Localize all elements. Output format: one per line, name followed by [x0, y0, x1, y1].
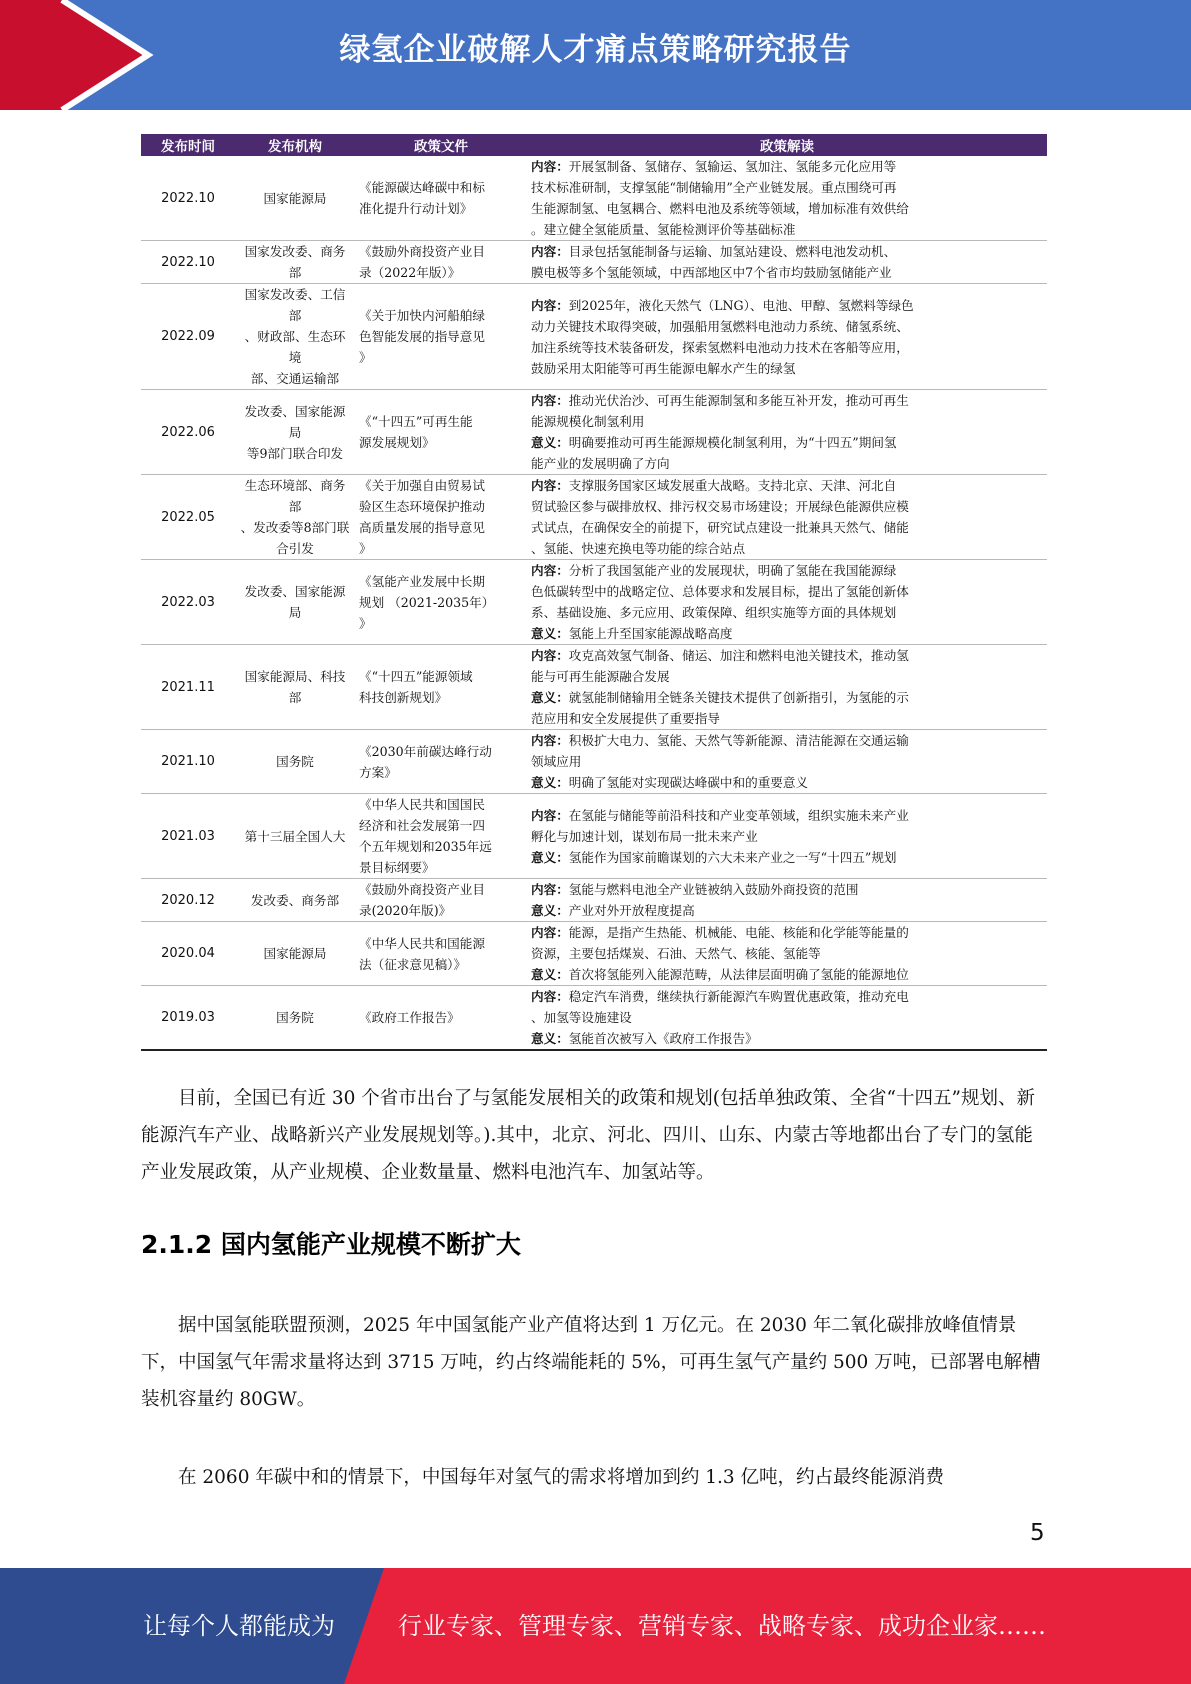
- doc-line: 《中华人民共和国能源: [359, 935, 485, 951]
- org-line: 第十三届全国人大: [244, 828, 346, 844]
- content-line: [531, 358, 1043, 379]
- cell-content: [527, 645, 1047, 730]
- content-line: [531, 390, 1043, 411]
- column-header-date: 发布时间: [141, 134, 235, 156]
- doc-line: 色智能发展的指导意见: [359, 329, 485, 344]
- content-label: 意义：: [531, 967, 569, 982]
- content-label: 内容：: [531, 478, 569, 493]
- doc-line: 《关于加强自由贸易试: [359, 478, 485, 493]
- content-line: [531, 751, 1043, 772]
- content-line: [531, 475, 1043, 496]
- content-line: [531, 602, 1043, 623]
- content-text: 明确了氢能对实现碳达峰碳中和的重要意义: [568, 775, 809, 790]
- doc-line: 《关于加快内河船舶绿: [359, 308, 485, 323]
- content-line: [531, 922, 1043, 943]
- cell-org: [235, 922, 355, 986]
- content-text: 分析了我国氢能产业的发展现状，明确了氢能在我国能源绿: [568, 563, 897, 578]
- cell-date: 2021.10: [141, 730, 235, 794]
- content-line: [531, 581, 1043, 602]
- doc-line: 高质量发展的指导意见: [359, 520, 485, 535]
- content-line: [531, 337, 1043, 358]
- content-line: [531, 900, 1043, 921]
- content-line: [531, 453, 1043, 474]
- org-line: 国务院: [276, 754, 314, 769]
- cell-doc: [355, 986, 527, 1051]
- cell-org: [235, 879, 355, 922]
- content-label: 内容：: [531, 159, 569, 174]
- content-text: 加注系统等技术装备研发，探索氢燃料电池动力技术在客船等应用，: [531, 339, 909, 355]
- table-row: [141, 284, 1047, 390]
- paragraph-provincial-policies: 目前，全国已有近 30 个省市出台了与氢能发展相关的政策和规划(包括单独政策、全省“十四五”规划、新能源汽车产业、战略新兴产业发展规划等。).其中，北京、河北、四川、山东、内蒙古等地都出台了专门的氢能产业发展政策，从产业规模、企业数量量、燃料电池汽车、加氢站等。: [141, 1088, 1035, 1183]
- table-row: [141, 879, 1047, 922]
- cell-org: [235, 794, 355, 879]
- cell-date: 2022.05: [141, 475, 235, 560]
- content-line: [531, 645, 1043, 666]
- content-line: [531, 623, 1043, 644]
- content-text: 技术标准研制，支撑氢能“制储输用”全产业链发展。重点围绕可再: [531, 180, 897, 195]
- table-header-row: [141, 134, 1047, 156]
- cell-doc: [355, 284, 527, 390]
- report-title: 绿氢企业破解人才痛点策略研究报告: [339, 32, 852, 68]
- cell-org: [235, 241, 355, 284]
- content-text: 明确要推动可再生能源规模化制氢利用，为“十四五”期间氢: [568, 435, 897, 450]
- org-line: 国家能源局、科技部: [244, 669, 346, 705]
- content-label: 内容：: [531, 393, 569, 408]
- content-text: 系、基础设施、多元应用、政策保障、组织实施等方面的具体规划: [531, 605, 897, 620]
- doc-line: 《2030年前碳达峰行动: [359, 743, 492, 759]
- content-line: [531, 156, 1043, 177]
- content-text: 氢能首次被写入《政府工作报告》: [568, 1031, 758, 1046]
- org-line: 发改委、国家能源局: [244, 403, 346, 440]
- content-label: 内容：: [531, 733, 569, 748]
- content-text: 氢能上升至国家能源战略高度: [568, 626, 733, 641]
- content-label: 内容：: [531, 297, 569, 313]
- content-text: 产业对外开放程度提高: [568, 903, 695, 918]
- content-text: 鼓励采用太阳能等可再生能源电解水产生的绿氢: [531, 360, 796, 376]
- content-line: [531, 1028, 1043, 1049]
- doc-line: 《氢能产业发展中长期: [359, 573, 485, 589]
- cell-content: [527, 475, 1047, 560]
- table-row: [141, 794, 1047, 879]
- content-label: 意义：: [531, 626, 569, 641]
- footer-slogan-left: 让每个人都能成为: [143, 1612, 335, 1640]
- cell-content: [527, 794, 1047, 879]
- cell-content: [527, 730, 1047, 794]
- content-text: 能与可再生能源融合发展: [531, 669, 670, 684]
- content-text: 贸试验区参与碳排放权、排污权交易市场建设；开展绿色能源供应模: [531, 499, 909, 514]
- content-line: [531, 1007, 1043, 1028]
- cell-content: [527, 241, 1047, 284]
- doc-line: 准化提升行动计划》: [359, 201, 473, 216]
- content-text: 膜电极等多个氢能领域，中西部地区中7个省市均鼓励氢储能产业: [531, 265, 892, 280]
- org-line: 国务院: [276, 1010, 314, 1025]
- doc-line: 《能源碳达峰碳中和标: [359, 180, 485, 195]
- doc-line: 《中华人民共和国国民: [359, 797, 485, 812]
- content-text: 就氢能制储输用全链条关键技术提供了创新指引，为氢能的示: [568, 690, 909, 705]
- table-row: [141, 475, 1047, 560]
- cell-doc: [355, 730, 527, 794]
- content-text: 推动光伏治沙、可再生能源制氢和多能互补开发，推动可再生: [568, 393, 909, 408]
- footer-slogan-right: 行业专家、管理专家、营销专家、战略专家、成功企业家……: [398, 1612, 1046, 1640]
- content-line: [531, 411, 1043, 432]
- cell-org: [235, 730, 355, 794]
- content-text: 到2025年，液化天然气（LNG）、电池、甲醇、氢燃料等绿色: [568, 297, 914, 313]
- cell-content: [527, 922, 1047, 986]
- content-text: 在氢能与储能等前沿科技和产业变革领域，组织实施未来产业: [568, 807, 909, 823]
- doc-line: 《鼓励外商投资产业目: [359, 244, 485, 259]
- content-line: [531, 708, 1043, 729]
- content-line: [531, 538, 1043, 559]
- content-line: [531, 772, 1043, 793]
- doc-line: 科技创新规划》: [359, 690, 448, 705]
- cell-org: [235, 390, 355, 475]
- content-label: 内容：: [531, 989, 569, 1004]
- doc-line: 《鼓励外商投资产业目: [359, 882, 485, 897]
- content-line: [531, 986, 1043, 1007]
- doc-line: 《“十四五”可再生能: [359, 414, 473, 429]
- content-text: 、氢能、快速充换电等功能的综合站点: [531, 541, 746, 556]
- content-text: 生能源制氢、电氢耦合、燃料电池及系统等领域，增加标准有效供给: [531, 201, 909, 216]
- content-text: 支撑服务国家区域发展重大战略。支持北京、天津、河北自: [568, 478, 897, 493]
- cell-date: 2020.12: [141, 879, 235, 922]
- table-row: [141, 560, 1047, 645]
- cell-date: 2021.03: [141, 794, 235, 879]
- content-label: 内容：: [531, 563, 569, 578]
- cell-content: [527, 156, 1047, 241]
- content-line: [531, 730, 1043, 751]
- content-label: 内容：: [531, 807, 569, 823]
- table-row: [141, 156, 1047, 241]
- paragraph-industry-forecast: 据中国氢能联盟预测，2025 年中国氢能产业产值将达到 1 万亿元。在 2030 年二氧化碳排放峰值情景下，中国氢气年需求量将达到 3715 万吨，约占终端能耗的 5%，可再生氢气产量约 500 万吨，已部署电解槽装机容量约 80GW。: [141, 1315, 1041, 1410]
- doc-line: 录（2022年版）》: [359, 265, 461, 280]
- content-label: 内容：: [531, 648, 569, 663]
- content-text: 。建立健全氢能质量、氢能检测评价等基础标准: [531, 222, 796, 237]
- content-line: [531, 198, 1043, 219]
- cell-date: 2019.03: [141, 986, 235, 1051]
- content-text: 、加氢等设施建设: [531, 1010, 632, 1025]
- table-row: [141, 241, 1047, 284]
- content-line: [531, 964, 1043, 985]
- cell-content: [527, 879, 1047, 922]
- cell-date: 2022.10: [141, 241, 235, 284]
- content-line: [531, 560, 1043, 581]
- content-line: [531, 517, 1043, 538]
- content-text: 色低碳转型中的战略定位、总体要求和发展目标，提出了氢能创新体: [531, 584, 909, 599]
- doc-line: 《政府工作报告》: [359, 1010, 460, 1025]
- cell-doc: [355, 922, 527, 986]
- content-line: [531, 262, 1043, 283]
- content-line: [531, 847, 1043, 868]
- cell-doc: [355, 879, 527, 922]
- cell-doc: [355, 475, 527, 560]
- doc-line: 法（征求意见稿）》: [359, 956, 467, 972]
- org-line: 部、交通运输部: [250, 371, 340, 386]
- org-line: 国家发改委、工信部: [244, 287, 346, 323]
- content-line: [531, 826, 1043, 847]
- content-text: 首次将氢能列入能源范畴，从法律层面明确了氢能的能源地位: [568, 967, 909, 982]
- cell-content: [527, 284, 1047, 390]
- content-label: 意义：: [531, 849, 569, 865]
- cell-org: [235, 475, 355, 560]
- doc-line: 验区生态环境保护推动: [359, 499, 485, 514]
- content-text: 能产业的发展明确了方向: [531, 456, 670, 471]
- doc-line: 规划 （2021-2035年）: [359, 594, 495, 610]
- page-number: 5: [1030, 1520, 1045, 1546]
- content-line: [531, 177, 1043, 198]
- content-line: [531, 496, 1043, 517]
- doc-line: 源发展规划》: [359, 435, 435, 450]
- doc-line: 景目标纲要》: [359, 860, 435, 875]
- content-label: 内容：: [531, 244, 569, 259]
- content-label: 意义：: [531, 690, 569, 705]
- page-header: [0, 0, 1191, 110]
- org-line: 、财政部、生态环境: [244, 329, 346, 365]
- doc-line: 个五年规划和2035年远: [359, 839, 492, 854]
- content-text: 稳定汽车消费，继续执行新能源汽车购置优惠政策，推动充电: [568, 989, 909, 1004]
- content-line: [531, 316, 1043, 337]
- cell-org: [235, 645, 355, 730]
- content-text: 能源规模化制氢利用: [531, 414, 645, 429]
- content-label: 内容：: [531, 925, 569, 940]
- content-text: 能源，是指产生热能、机械能、电能、核能和化学能等能量的: [568, 925, 909, 940]
- cell-date: 2022.09: [141, 284, 235, 390]
- table-row: [141, 986, 1047, 1051]
- org-line: 生态环境部、商务部: [244, 478, 346, 514]
- column-header-content: 政策解读: [527, 134, 1047, 156]
- cell-doc: [355, 390, 527, 475]
- content-text: 范应用和安全发展提供了重要指导: [531, 711, 720, 726]
- content-line: [531, 943, 1043, 964]
- content-label: 意义：: [531, 775, 569, 790]
- content-label: 意义：: [531, 435, 569, 450]
- paragraph-carbon-neutral: 在 2060 年碳中和的情景下，中国每年对氢气的需求将增加到约 1.3 亿吨，约占最终能源消费: [178, 1467, 945, 1488]
- content-label: 内容：: [531, 882, 569, 897]
- content-line: [531, 219, 1043, 240]
- cell-doc: [355, 560, 527, 645]
- doc-line: 方案》: [359, 764, 397, 780]
- content-text: 式试点，在确保安全的前提下，研究试点建设一批兼具天然气、储能: [531, 520, 909, 535]
- section-heading: 2.1.2 国内氢能产业规模不断扩大: [141, 1230, 521, 1259]
- page-footer: [0, 1568, 1191, 1684]
- doc-line: 《“十四五”能源领域: [359, 669, 473, 684]
- table-body: [141, 156, 1047, 1050]
- org-line: 发改委、商务部: [250, 892, 340, 908]
- doc-line: 录(2020年版)》: [359, 903, 452, 918]
- cell-date: 2021.11: [141, 645, 235, 730]
- table-row: [141, 730, 1047, 794]
- cell-content: [527, 986, 1047, 1051]
- content-text: 氢能作为国家前瞻谋划的六大未来产业之一写“十四五”规划: [568, 849, 897, 865]
- column-header-org: 发布机构: [235, 134, 355, 156]
- doc-line: 》: [359, 350, 372, 365]
- org-line: 国家能源局: [263, 190, 327, 206]
- org-line: 、发改委等8部门联: [240, 520, 350, 535]
- content-text: 氢能与燃料电池全产业链被纳入鼓励外商投资的范围: [568, 882, 859, 897]
- content-text: 积极扩大电力、氢能、天然气等新能源、清洁能源在交通运输: [568, 733, 909, 748]
- org-line: 合引发: [276, 541, 314, 556]
- doc-line: 》: [359, 541, 372, 556]
- content-line: [531, 805, 1043, 826]
- content-text: 动力关键技术取得突破，加强船用氢燃料电池动力系统、储氢系统、: [531, 318, 909, 334]
- table-row: [141, 390, 1047, 475]
- cell-org: [235, 986, 355, 1051]
- cell-org: [235, 156, 355, 241]
- doc-line: 》: [359, 615, 372, 631]
- content-label: 意义：: [531, 903, 569, 918]
- cell-date: 2022.03: [141, 560, 235, 645]
- table-row: [141, 922, 1047, 986]
- cell-date: 2022.10: [141, 156, 235, 241]
- org-line: 等9部门联合印发: [246, 445, 344, 461]
- cell-doc: [355, 241, 527, 284]
- cell-doc: [355, 156, 527, 241]
- cell-doc: [355, 645, 527, 730]
- org-line: 发改委、国家能源局: [244, 584, 346, 620]
- cell-content: [527, 560, 1047, 645]
- content-line: [531, 666, 1043, 687]
- doc-line: 经济和社会发展第一四: [359, 818, 485, 833]
- org-line: 国家发改委、商务部: [244, 244, 346, 280]
- content-line: [531, 879, 1043, 900]
- content-line: [531, 295, 1043, 316]
- content-text: 孵化与加速计划，谋划布局一批未来产业: [531, 828, 758, 844]
- content-text: 目录包括氢能制备与运输、加氢站建设、燃料电池发动机、: [568, 244, 897, 259]
- table-row: [141, 645, 1047, 730]
- content-text: 攻克高效氢气制备、储运、加注和燃料电池关键技术，推动氢: [568, 648, 909, 663]
- cell-doc: [355, 794, 527, 879]
- content-line: [531, 432, 1043, 453]
- column-header-doc: 政策文件: [355, 134, 527, 156]
- cell-content: [527, 390, 1047, 475]
- content-text: 领域应用: [531, 754, 582, 769]
- cell-date: 2020.04: [141, 922, 235, 986]
- content-label: 意义：: [531, 1031, 569, 1046]
- org-line: 国家能源局: [263, 946, 327, 961]
- content-text: 资源，主要包括煤炭、石油、天然气、核能、氢能等: [531, 946, 821, 961]
- content-text: 开展氢制备、氢储存、氢输运、氢加注、氢能多元化应用等: [568, 159, 897, 174]
- content-line: [531, 687, 1043, 708]
- content-line: [531, 241, 1043, 262]
- cell-org: [235, 560, 355, 645]
- policy-table: [141, 134, 1047, 1051]
- cell-date: 2022.06: [141, 390, 235, 475]
- cell-org: [235, 284, 355, 390]
